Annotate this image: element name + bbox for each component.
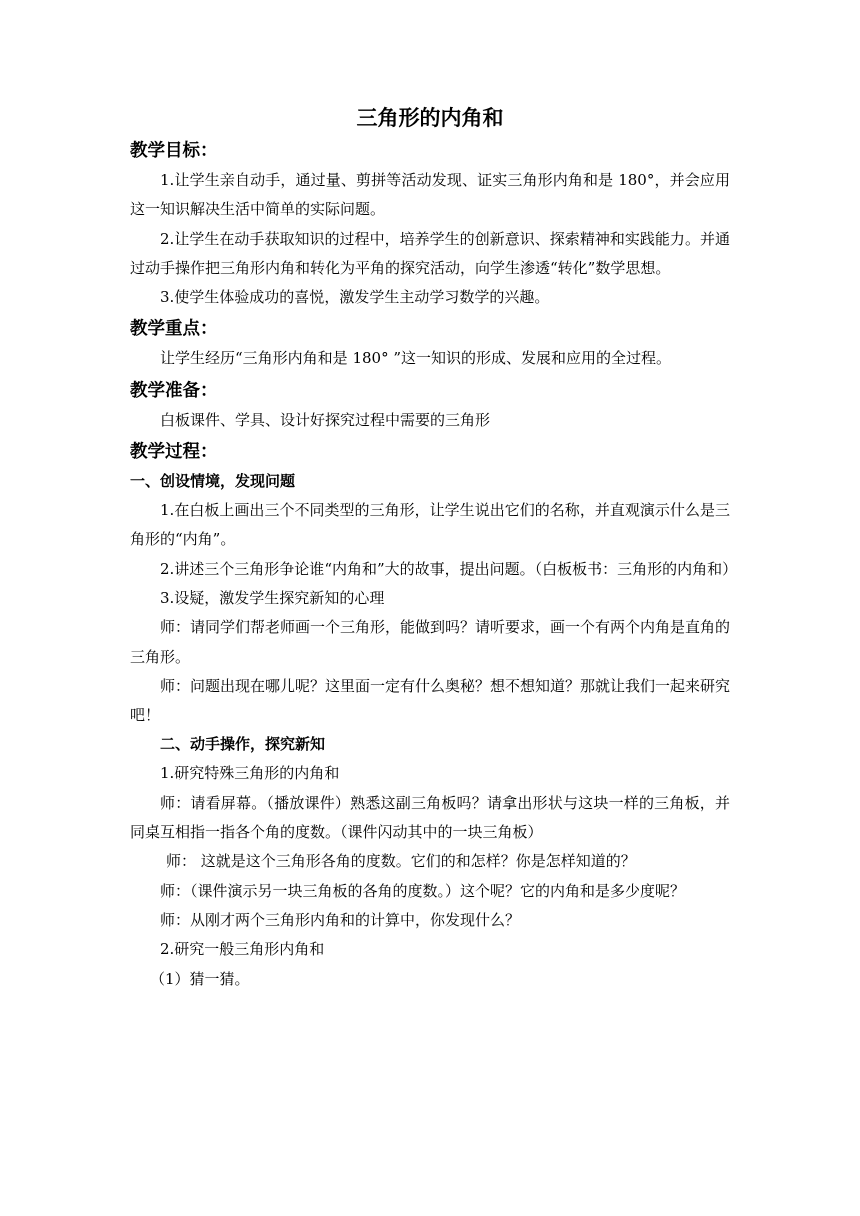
part1-heading: 一、创设情境，发现问题 [130, 472, 296, 491]
part2-heading: 二、动手操作，探究新知 [160, 735, 326, 754]
part1-teacher-1: 师：请同学们帮老师画一个三角形，能做到吗？请听要求，画一个有两个内角是直角的三角形。 [130, 618, 731, 666]
part1-item-1: 1.在白板上画出三个不同类型的三角形，让学生说出它们的名称，并直观演示什么是三角形的“内角”。 [130, 501, 730, 549]
part1-teacher-2: 师：问题出现在哪儿呢？这里面一定有什么奥秘？想不想知道？那就让我们一起来研究吧！ [130, 676, 731, 725]
part2-item-1: 1.研究特殊三角形的内角和 [160, 764, 340, 783]
prep-heading: 教学准备： [130, 380, 218, 401]
part1-item-2: 2.讲述三个三角形争论谁“内角和”大的故事，提出问题。（白板板书：三角形的内角和） [160, 559, 738, 578]
process-heading: 教学过程： [130, 442, 218, 463]
document-title: 三角形的内角和 [356, 105, 504, 130]
part2-sub-1: （1）猜一猜。 [150, 969, 250, 988]
part2-item-2: 2.研究一般三角形内角和 [160, 940, 325, 959]
part2-teacher-4: 师：从刚才两个三角形内角和的计算中，你发现什么？ [160, 910, 521, 929]
part2-teacher-2: 师： 这就是这个三角形各角的度数。它们的和怎样？你是怎样知道的？ [166, 852, 636, 871]
part2-teacher-1: 师：请看屏幕。（播放课件）熟悉这副三角板吗？请拿出形状与这块一样的三角板，并同桌互相指一指各个角的度数。（课件闪动其中的一块三角板） [130, 793, 730, 842]
part1-item-3: 3.设疑，激发学生探究新知的心理 [160, 588, 385, 607]
objective-3: 3.使学生体验成功的喜悦，激发学生主动学习数学的兴趣。 [160, 288, 550, 307]
document-body [130, 136, 738, 994]
objective-1: 1.让学生亲自动手，通过量、剪拼等活动发现、证实三角形内角和是 180°，并会应用这一知识解决生活中简单的实际问题。 [130, 171, 730, 219]
part2-teacher-3: 师：（课件演示另一块三角板的各角的度数。）这个呢？它的内角和是多少度呢？ [160, 881, 686, 900]
key-text: 让学生经历“三角形内角和是 180° ”这一知识的形成、发展和应用的全过程。 [160, 349, 672, 368]
prep-text: 白板课件、学具、设计好探究过程中需要的三角形 [160, 410, 491, 429]
key-heading: 教学重点： [130, 319, 218, 340]
objectives-heading: 教学目标： [130, 141, 218, 161]
objective-2: 2.让学生在动手获取知识的过程中，培养学生的创新意识、探索精神和实践能力。并通过动手操作把三角形内角和转化为平角的探究活动，向学生渗透“转化”数学思想。 [130, 229, 730, 277]
